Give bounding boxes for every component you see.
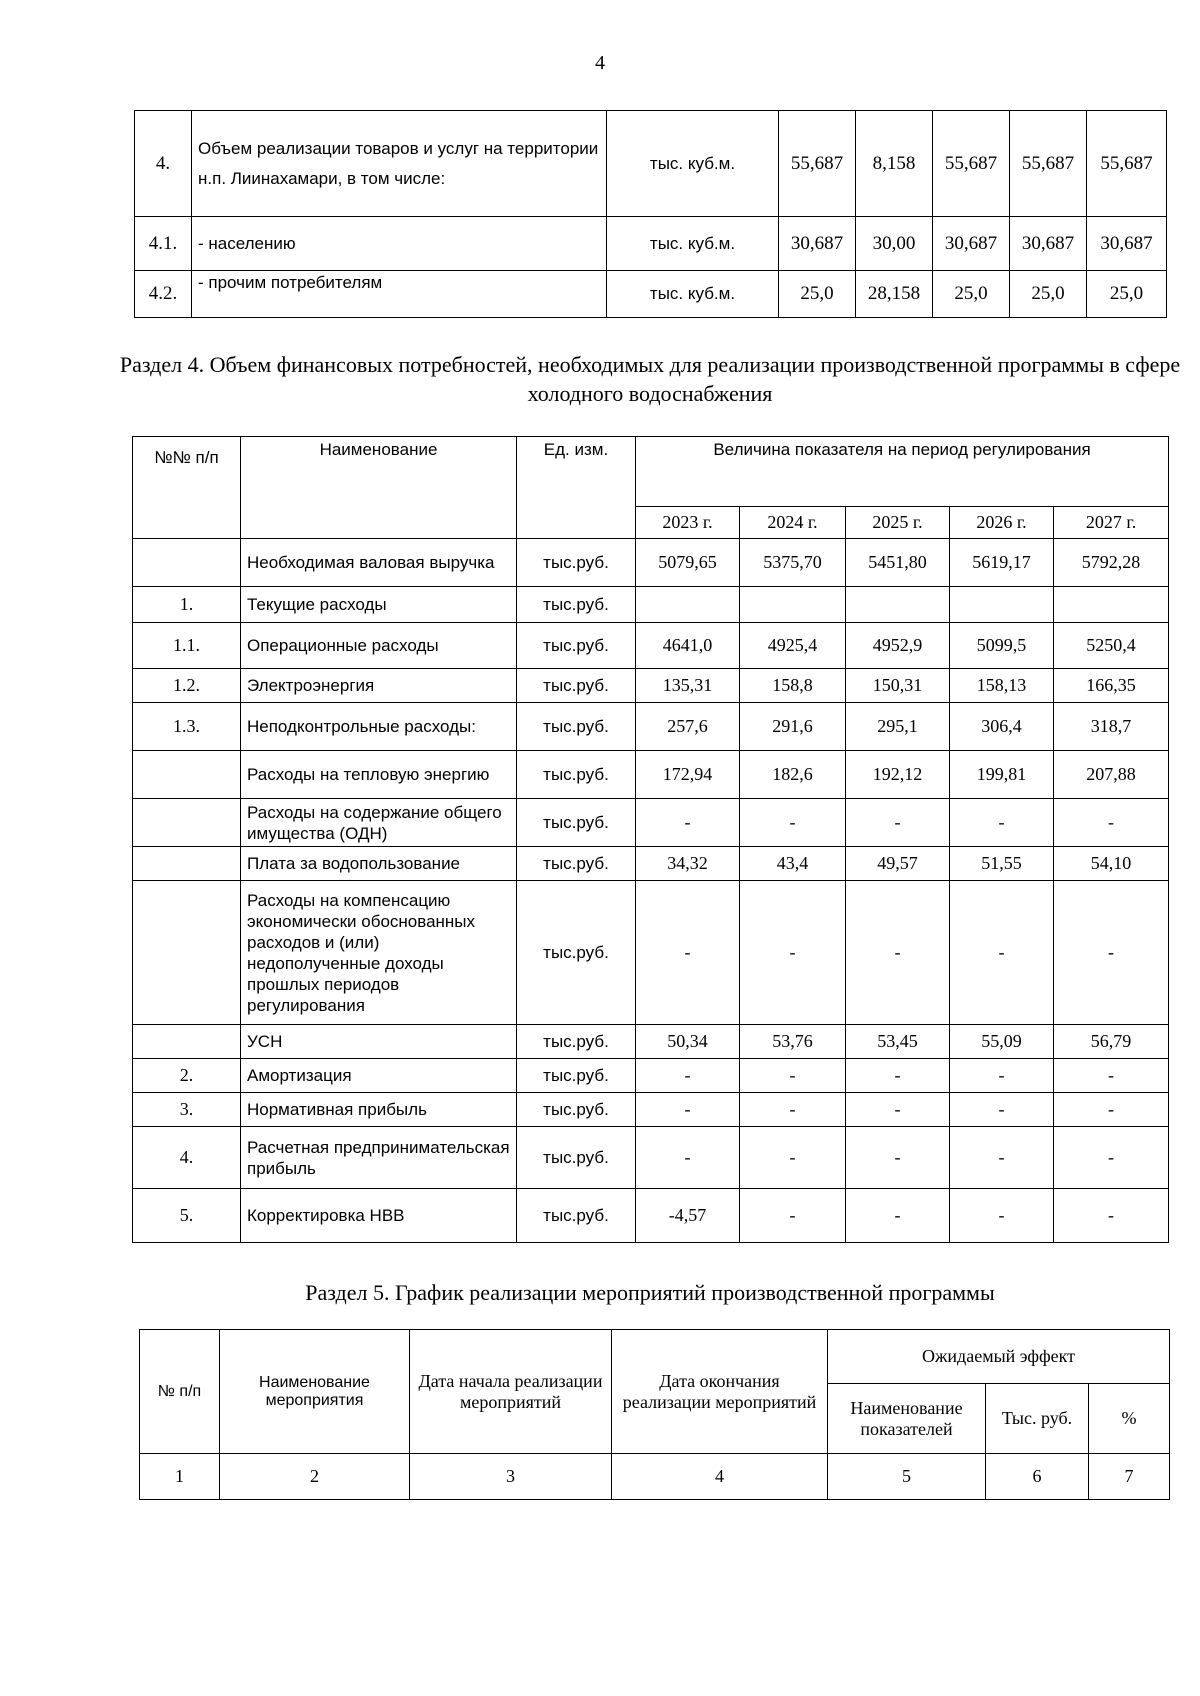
column-header-year: 2025 г. bbox=[846, 507, 950, 539]
row-value: 5099,5 bbox=[950, 623, 1054, 669]
row-value: 257,6 bbox=[636, 703, 740, 751]
row-value: - bbox=[950, 1189, 1054, 1243]
row-name: Корректировка НВВ bbox=[241, 1189, 517, 1243]
row-value: - bbox=[636, 1093, 740, 1127]
row-value: 53,76 bbox=[740, 1025, 846, 1059]
row-number bbox=[133, 847, 241, 881]
row-value: 192,12 bbox=[846, 751, 950, 799]
row-value: 30,687 bbox=[1010, 217, 1087, 271]
table-row bbox=[133, 1025, 1169, 1059]
row-value: - bbox=[636, 799, 740, 847]
table-row bbox=[133, 847, 1169, 881]
column-number: 3 bbox=[410, 1454, 612, 1500]
column-number: 1 bbox=[140, 1454, 220, 1500]
row-value: 295,1 bbox=[846, 703, 950, 751]
row-value: 5619,17 bbox=[950, 539, 1054, 587]
row-value: -4,57 bbox=[636, 1189, 740, 1243]
row-value: - bbox=[740, 881, 846, 1025]
row-unit: тыс.руб. bbox=[517, 799, 636, 847]
row-name: Амортизация bbox=[241, 1059, 517, 1093]
column-number: 5 bbox=[828, 1454, 986, 1500]
row-value: 34,32 bbox=[636, 847, 740, 881]
row-value: 30,687 bbox=[1087, 217, 1167, 271]
section-5-title: Раздел 5. График реализации мероприятий производственной программы bbox=[305, 1280, 995, 1305]
row-value: 172,94 bbox=[636, 751, 740, 799]
row-number bbox=[133, 751, 241, 799]
row-value: - bbox=[636, 1059, 740, 1093]
row-number: 5. bbox=[133, 1189, 241, 1243]
row-value: - bbox=[846, 1127, 950, 1189]
row-number bbox=[133, 539, 241, 587]
row-number: 2. bbox=[133, 1059, 241, 1093]
row-value: - bbox=[1054, 1093, 1169, 1127]
section-4-title: Раздел 4. Объем финансовых потребностей, необходимых для реализации производственной программы в сфере холодного водоснабжения bbox=[119, 352, 1181, 406]
row-value bbox=[740, 587, 846, 623]
row-unit: тыс.руб. bbox=[517, 847, 636, 881]
row-value: 158,13 bbox=[950, 669, 1054, 703]
column-header-percent: % bbox=[1089, 1384, 1170, 1454]
table-row bbox=[140, 1454, 1170, 1500]
column-header-year: 2023 г. bbox=[636, 507, 740, 539]
column-number: 4 bbox=[612, 1454, 828, 1500]
row-unit: тыс. куб.м. bbox=[607, 217, 779, 271]
row-name: Текущие расходы bbox=[241, 587, 517, 623]
row-unit: тыс. куб.м. bbox=[607, 271, 779, 318]
column-header-name: Наименование мероприятия bbox=[220, 1330, 410, 1454]
row-value: 55,09 bbox=[950, 1025, 1054, 1059]
row-name: Необходимая валовая выручка bbox=[241, 539, 517, 587]
row-value: - bbox=[1054, 1059, 1169, 1093]
table-row bbox=[135, 217, 1167, 271]
row-name: Расходы на содержание общего имущества (ОДН) bbox=[241, 799, 517, 847]
table-row bbox=[133, 623, 1169, 669]
table-row bbox=[133, 881, 1169, 1025]
row-value: 8,158 bbox=[856, 111, 933, 217]
row-value: 55,687 bbox=[1010, 111, 1087, 217]
row-unit: тыс.руб. bbox=[517, 1093, 636, 1127]
row-value: - bbox=[740, 1059, 846, 1093]
row-number bbox=[133, 799, 241, 847]
row-value: 30,687 bbox=[779, 217, 856, 271]
row-value: 166,35 bbox=[1054, 669, 1169, 703]
sales-volume-table bbox=[134, 110, 1167, 318]
row-value: 135,31 bbox=[636, 669, 740, 703]
table-row bbox=[133, 1059, 1169, 1093]
row-name: Расходы на тепловую энергию bbox=[241, 751, 517, 799]
row-unit: тыс.руб. bbox=[517, 1189, 636, 1243]
column-header-end-date: Дата окончания реализации мероприятий bbox=[612, 1330, 828, 1454]
row-value: 55,687 bbox=[933, 111, 1010, 217]
row-value: - bbox=[846, 1093, 950, 1127]
row-unit: тыс.руб. bbox=[517, 1059, 636, 1093]
row-value: - bbox=[846, 799, 950, 847]
row-number: 4.1. bbox=[135, 217, 192, 271]
row-number: 4.2. bbox=[135, 271, 192, 318]
row-value: 55,687 bbox=[779, 111, 856, 217]
row-value: 30,687 bbox=[933, 217, 1010, 271]
column-header-number: №№ п/п bbox=[133, 437, 241, 539]
row-value: - bbox=[950, 1059, 1054, 1093]
row-number bbox=[133, 881, 241, 1025]
row-number bbox=[133, 1025, 241, 1059]
row-unit: тыс.руб. bbox=[517, 703, 636, 751]
row-number: 4. bbox=[135, 111, 192, 217]
table-row bbox=[133, 751, 1169, 799]
row-value: 291,6 bbox=[740, 703, 846, 751]
table-row bbox=[135, 271, 1167, 318]
row-number: 1. bbox=[133, 587, 241, 623]
row-unit: тыс.руб. bbox=[517, 1025, 636, 1059]
table-row bbox=[133, 703, 1169, 751]
row-value: - bbox=[636, 881, 740, 1025]
row-unit: тыс.руб. bbox=[517, 587, 636, 623]
column-header-thousand-rub: Тыс. руб. bbox=[986, 1384, 1089, 1454]
page-number: 4 bbox=[595, 52, 605, 74]
column-header-unit: Ед. изм. bbox=[517, 437, 636, 539]
column-header-period: Величина показателя на период регулирования bbox=[636, 437, 1169, 507]
row-value: 43,4 bbox=[740, 847, 846, 881]
row-name: - населению bbox=[192, 217, 607, 271]
row-number: 1.2. bbox=[133, 669, 241, 703]
column-header-effect: Ожидаемый эффект bbox=[828, 1330, 1170, 1384]
table-row bbox=[133, 1127, 1169, 1189]
table-header-row bbox=[140, 1330, 1170, 1384]
row-value: 5792,28 bbox=[1054, 539, 1169, 587]
row-value: 318,7 bbox=[1054, 703, 1169, 751]
row-value: 25,0 bbox=[1087, 271, 1167, 318]
row-value: 207,88 bbox=[1054, 751, 1169, 799]
row-value: - bbox=[846, 881, 950, 1025]
table-row bbox=[135, 111, 1167, 217]
row-value: - bbox=[846, 1059, 950, 1093]
row-unit: тыс.руб. bbox=[517, 881, 636, 1025]
column-number: 7 bbox=[1089, 1454, 1170, 1500]
column-header-year: 2027 г. bbox=[1054, 507, 1169, 539]
row-value: 306,4 bbox=[950, 703, 1054, 751]
row-value: - bbox=[950, 1127, 1054, 1189]
row-value: 199,81 bbox=[950, 751, 1054, 799]
row-value bbox=[950, 587, 1054, 623]
row-unit: тыс. куб.м. bbox=[607, 111, 779, 217]
column-header-year: 2026 г. bbox=[950, 507, 1054, 539]
row-value: 49,57 bbox=[846, 847, 950, 881]
row-name: Плата за водопользование bbox=[241, 847, 517, 881]
row-value: 51,55 bbox=[950, 847, 1054, 881]
row-value: 50,34 bbox=[636, 1025, 740, 1059]
row-unit: тыс.руб. bbox=[517, 751, 636, 799]
row-number: 1.1. bbox=[133, 623, 241, 669]
row-value: 53,45 bbox=[846, 1025, 950, 1059]
row-value: 54,10 bbox=[1054, 847, 1169, 881]
row-value: - bbox=[740, 799, 846, 847]
row-unit: тыс.руб. bbox=[517, 1127, 636, 1189]
row-value: 25,0 bbox=[779, 271, 856, 318]
row-name: Операционные расходы bbox=[241, 623, 517, 669]
row-value: 5375,70 bbox=[740, 539, 846, 587]
row-value: 28,158 bbox=[856, 271, 933, 318]
table-row bbox=[133, 669, 1169, 703]
row-number: 3. bbox=[133, 1093, 241, 1127]
column-header-number: № п/п bbox=[140, 1330, 220, 1454]
row-name: Расчетная предпринимательская прибыль bbox=[241, 1127, 517, 1189]
row-value: 5250,4 bbox=[1054, 623, 1169, 669]
table-header-row bbox=[133, 437, 1169, 507]
row-name: УСН bbox=[241, 1025, 517, 1059]
row-value: 150,31 bbox=[846, 669, 950, 703]
row-value: - bbox=[1054, 799, 1169, 847]
row-value: 4952,9 bbox=[846, 623, 950, 669]
row-value: 158,8 bbox=[740, 669, 846, 703]
row-number: 1.3. bbox=[133, 703, 241, 751]
row-value: - bbox=[950, 1093, 1054, 1127]
row-number: 4. bbox=[133, 1127, 241, 1189]
row-value: 4925,4 bbox=[740, 623, 846, 669]
row-value: - bbox=[1054, 1127, 1169, 1189]
row-value: - bbox=[846, 1189, 950, 1243]
row-value: 30,00 bbox=[856, 217, 933, 271]
table-row bbox=[133, 1093, 1169, 1127]
table-row bbox=[133, 799, 1169, 847]
row-value: 56,79 bbox=[1054, 1025, 1169, 1059]
row-value: 55,687 bbox=[1087, 111, 1167, 217]
row-unit: тыс.руб. bbox=[517, 669, 636, 703]
column-header-indicators: Наименование показателей bbox=[828, 1384, 986, 1454]
column-header-year: 2024 г. bbox=[740, 507, 846, 539]
row-unit: тыс.руб. bbox=[517, 539, 636, 587]
row-value: 25,0 bbox=[1010, 271, 1087, 318]
row-name: Электроэнергия bbox=[241, 669, 517, 703]
column-number: 2 bbox=[220, 1454, 410, 1500]
row-value: 182,6 bbox=[740, 751, 846, 799]
row-value bbox=[846, 587, 950, 623]
column-header-name: Наименование bbox=[241, 437, 517, 539]
row-value: 5079,65 bbox=[636, 539, 740, 587]
row-value: - bbox=[740, 1093, 846, 1127]
row-value bbox=[1054, 587, 1169, 623]
row-value: 25,0 bbox=[933, 271, 1010, 318]
table-row bbox=[133, 539, 1169, 587]
financial-needs-table bbox=[132, 436, 1169, 1243]
row-value: - bbox=[1054, 881, 1169, 1025]
row-value: - bbox=[740, 1127, 846, 1189]
row-value: 4641,0 bbox=[636, 623, 740, 669]
table-row bbox=[133, 587, 1169, 623]
row-value: - bbox=[1054, 1189, 1169, 1243]
row-name: Нормативная прибыль bbox=[241, 1093, 517, 1127]
row-name: - прочим потребителям bbox=[192, 271, 607, 318]
table-body bbox=[133, 539, 1169, 1243]
column-number: 6 bbox=[986, 1454, 1089, 1500]
row-value: - bbox=[950, 881, 1054, 1025]
row-value bbox=[636, 587, 740, 623]
row-value: 5451,80 bbox=[846, 539, 950, 587]
column-header-start-date: Дата начала реализации мероприятий bbox=[410, 1330, 612, 1454]
row-value: - bbox=[950, 799, 1054, 847]
table-row bbox=[133, 1189, 1169, 1243]
row-name: Расходы на компенсацию экономически обоснованных расходов и (или) недополученные доходы прошлых периодов регулирования bbox=[241, 881, 517, 1025]
row-value: - bbox=[636, 1127, 740, 1189]
row-value: - bbox=[740, 1189, 846, 1243]
row-unit: тыс.руб. bbox=[517, 623, 636, 669]
schedule-table bbox=[139, 1329, 1170, 1500]
row-name: Объем реализации товаров и услуг на территории н.п. Лиинахамари, в том числе: bbox=[192, 111, 607, 217]
row-name: Неподконтрольные расходы: bbox=[241, 703, 517, 751]
